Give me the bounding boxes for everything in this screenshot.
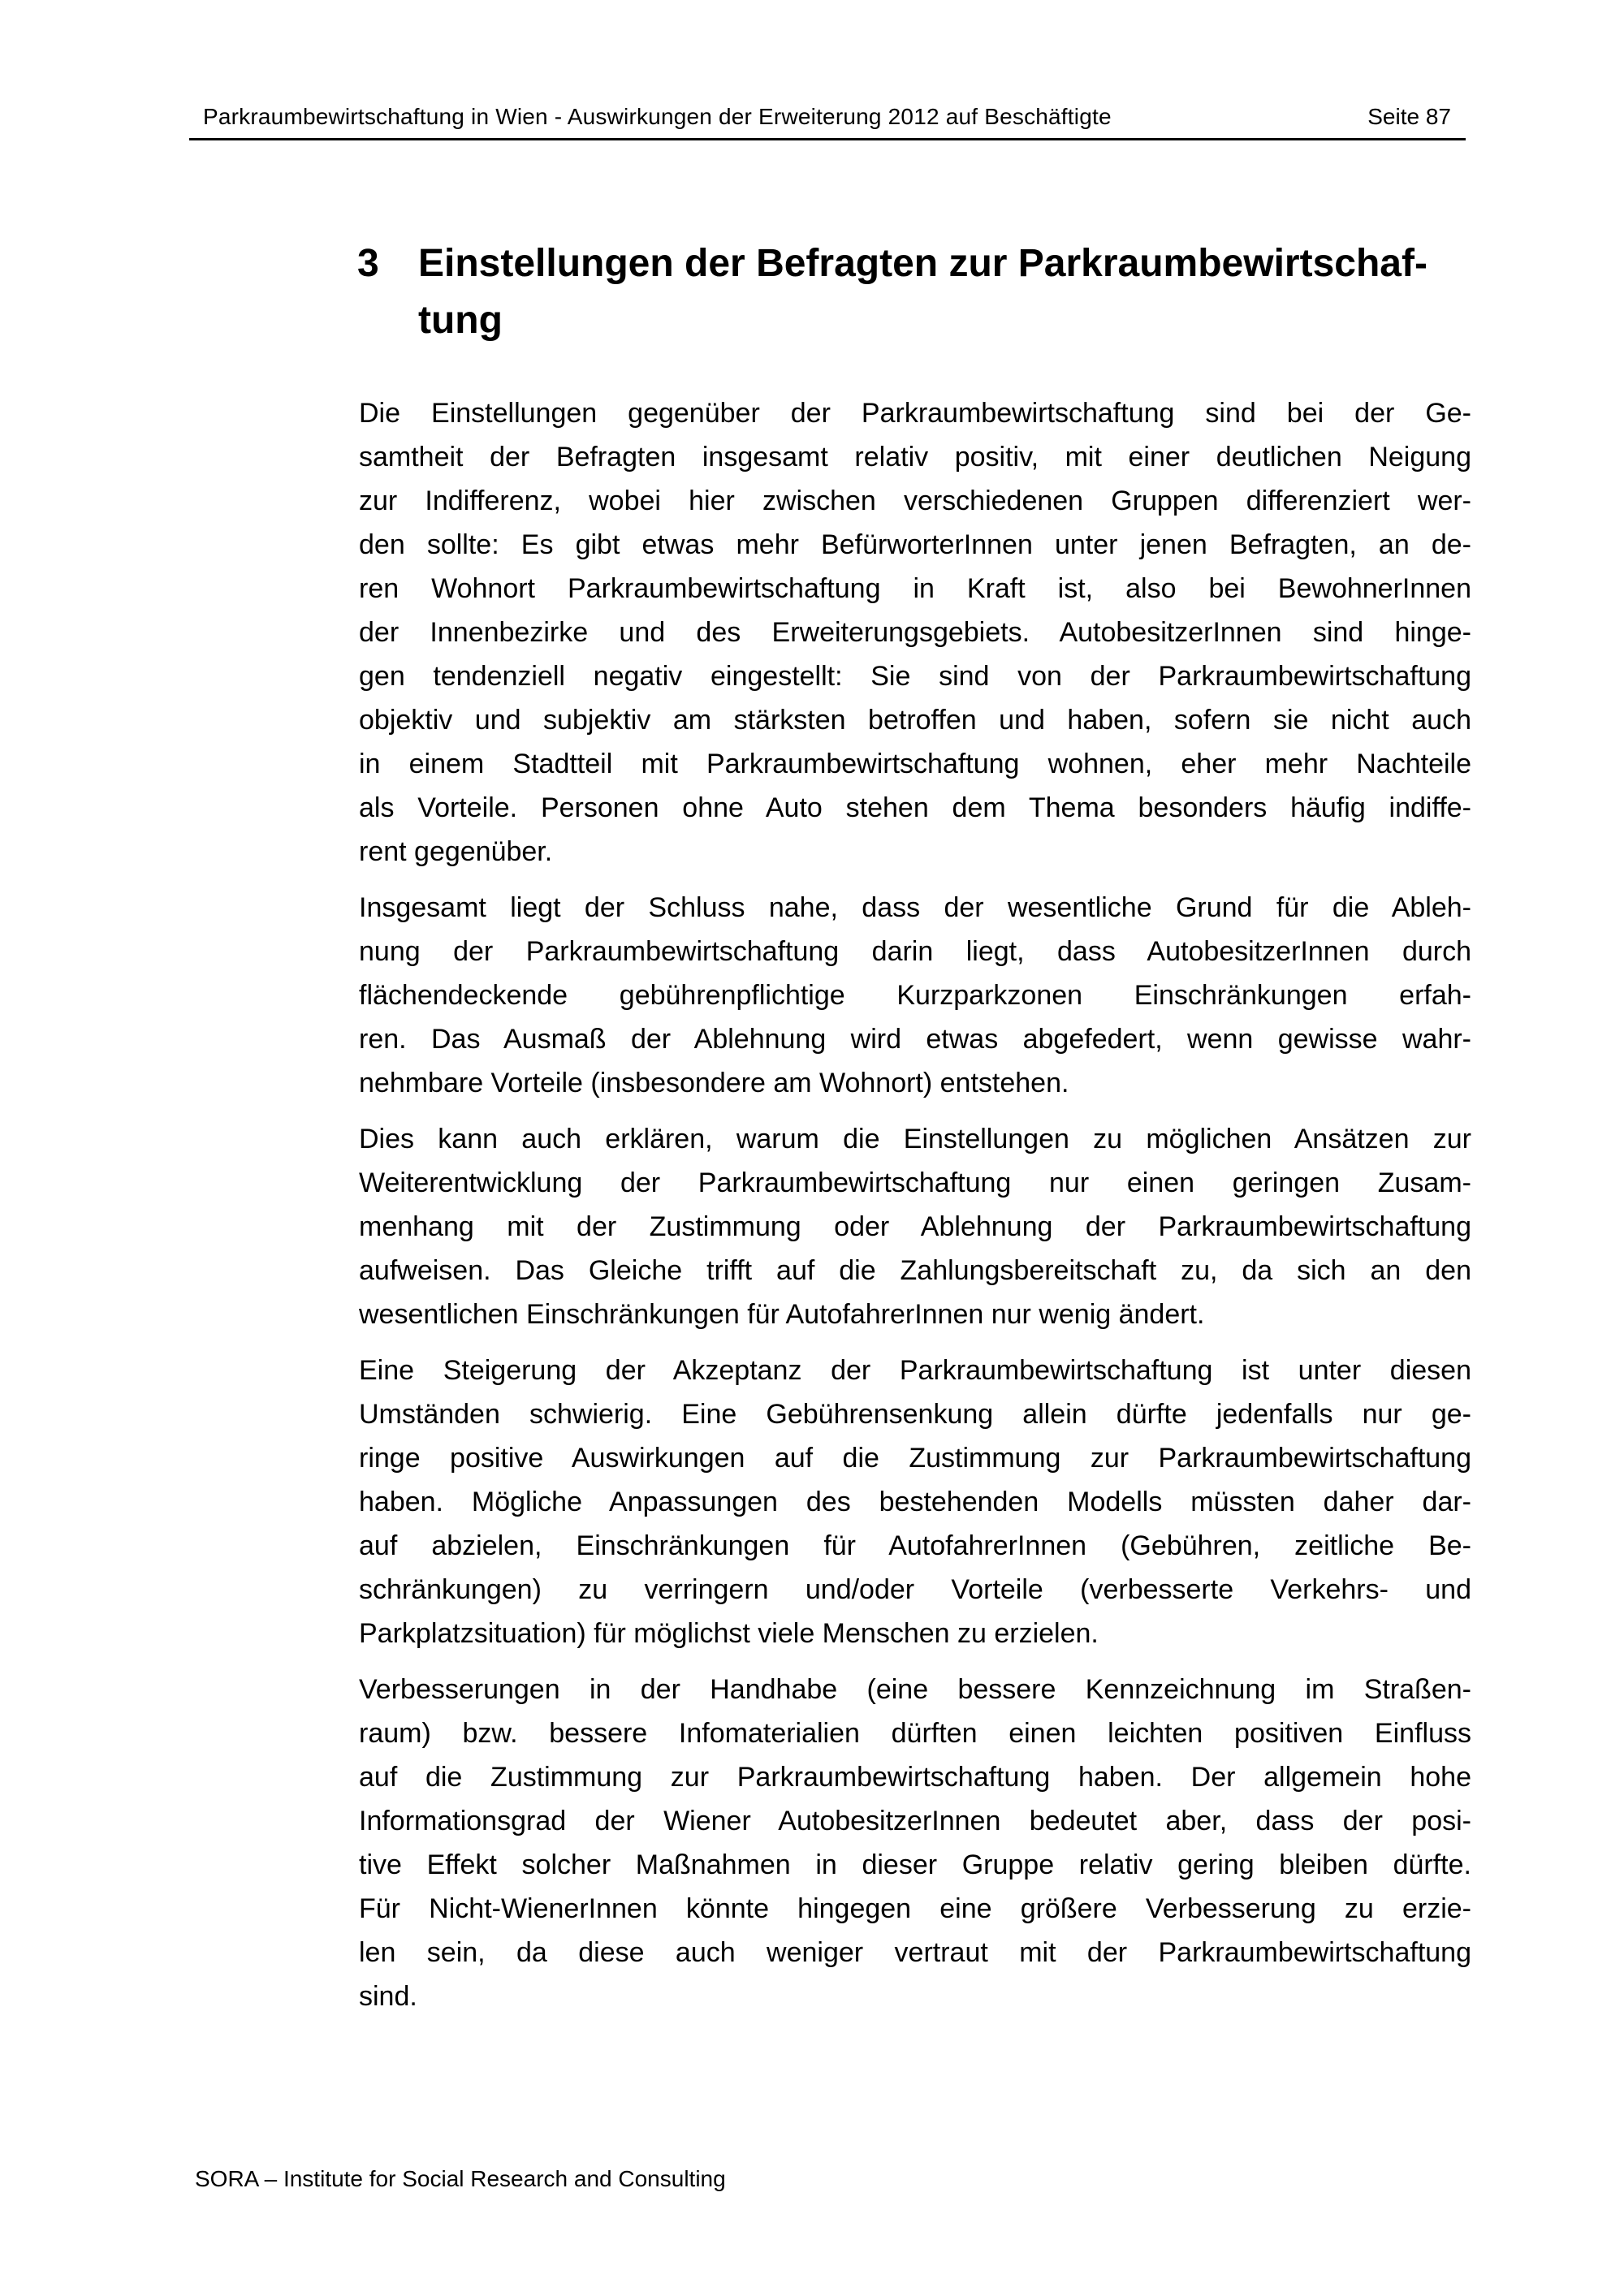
text-line: Eine Steigerung der Akzeptanz der Parkraumbewirtschaftung ist unter diesen [359, 1355, 1471, 1386]
running-header-title: Parkraumbewirtschaftung in Wien - Auswirkungen der Erweiterung 2012 auf Beschäftigte [203, 104, 1112, 129]
text-line: objektiv und subjektiv am stärksten betroffen und haben, sofern sie nicht auch [359, 705, 1471, 736]
text-line: flächendeckende gebührenpflichtige Kurzparkzonen Einschränkungen erfah- [359, 980, 1471, 1011]
text-line: Weiterentwicklung der Parkraumbewirtschaftung nur einen geringen Zusam- [359, 1167, 1471, 1198]
text-line: als Vorteile. Personen ohne Auto stehen dem Thema besonders häufig indiffe- [359, 792, 1471, 823]
text-line: menhang mit der Zustimmung oder Ablehnung der Parkraumbewirtschaftung [359, 1211, 1471, 1242]
chapter-title [418, 235, 1441, 349]
text-line: Umständen schwierig. Eine Gebührensenkung allein dürfte jedenfalls nur ge- [359, 1399, 1471, 1430]
text-line: Verbesserungen in der Handhabe (eine bessere Kennzeichnung im Straßen- [359, 1674, 1471, 1705]
text-line: Für Nicht-WienerInnen könnte hingegen eine größere Verbesserung zu erzie- [359, 1893, 1471, 1924]
page-footer: SORA – Institute for Social Research and Consulting [195, 2166, 726, 2191]
text-line: nehmbare Vorteile (insbesondere am Wohnort) entstehen. [359, 1068, 1069, 1098]
text-line: den sollte: Es gibt etwas mehr BefürworterInnen unter jenen Befragten, an de- [359, 529, 1471, 560]
paragraph-2 [359, 886, 1471, 1105]
text-line: aufweisen. Das Gleiche trifft auf die Zahlungsbereitschaft zu, da sich an den [359, 1255, 1471, 1286]
text-line: der Innenbezirke und des Erweiterungsgebiets. AutobesitzerInnen sind hinge- [359, 617, 1471, 648]
text-line: ren Wohnort Parkraumbewirtschaftung in Kraft ist, also bei BewohnerInnen [359, 573, 1471, 604]
paragraph-4 [359, 1349, 1471, 1655]
text-line: auf abzielen, Einschränkungen für AutofahrerInnen (Gebühren, zeitliche Be- [359, 1530, 1471, 1561]
body-text [359, 391, 1471, 2031]
text-line: ringe positive Auswirkungen auf die Zustimmung zur Parkraumbewirtschaftung [359, 1443, 1471, 1474]
text-line: Parkplatzsituation) für möglichst viele Menschen zu erzielen. [359, 1618, 1099, 1649]
text-line: schränkungen) zu verringern und/oder Vorteile (verbesserte Verkehrs- und [359, 1574, 1471, 1605]
text-line: wesentlichen Einschränkungen für AutofahrerInnen nur wenig ändert. [359, 1299, 1205, 1330]
text-line: gen tendenziell negativ eingestellt: Sie sind von der Parkraumbewirtschaftung [359, 661, 1471, 692]
text-line: in einem Stadtteil mit Parkraumbewirtschaftung wohnen, eher mehr Nachteile [359, 749, 1471, 779]
text-line: samtheit der Befragten insgesamt relativ positiv, mit einer deutlichen Neigung [359, 442, 1471, 473]
text-line: Informationsgrad der Wiener AutobesitzerInnen bedeutet aber, dass der posi- [359, 1806, 1471, 1836]
page-number: Seite 87 [1367, 104, 1451, 129]
chapter-title-line: tung [418, 299, 503, 342]
header-divider [189, 138, 1466, 140]
text-line: ren. Das Ausmaß der Ablehnung wird etwas abgefedert, wenn gewisse wahr- [359, 1024, 1471, 1055]
text-line: len sein, da diese auch weniger vertraut mit der Parkraumbewirtschaftung [359, 1937, 1471, 1968]
chapter-title-line: Einstellungen der Befragten zur Parkraumbewirtschaf- [418, 242, 1427, 285]
text-line: auf die Zustimmung zur Parkraumbewirtschaftung haben. Der allgemein hohe [359, 1762, 1471, 1793]
paragraph-5 [359, 1668, 1471, 2018]
text-line: zur Indifferenz, wobei hier zwischen verschiedenen Gruppen differenziert wer- [359, 486, 1471, 516]
text-line: Dies kann auch erklären, warum die Einstellungen zu möglichen Ansätzen zur [359, 1124, 1471, 1154]
text-line: nung der Parkraumbewirtschaftung darin liegt, dass AutobesitzerInnen durch [359, 936, 1471, 967]
paragraph-3 [359, 1117, 1471, 1336]
page-header [189, 97, 1466, 141]
text-line: Die Einstellungen gegenüber der Parkraumbewirtschaftung sind bei der Ge- [359, 398, 1471, 429]
text-line: rent gegenüber. [359, 836, 553, 867]
text-line: tive Effekt solcher Maßnahmen in dieser Gruppe relativ gering bleiben dürfte. [359, 1849, 1471, 1880]
text-line: Insgesamt liegt der Schluss nahe, dass der wesentliche Grund für die Ableh- [359, 892, 1471, 923]
text-line: raum) bzw. bessere Infomaterialien dürften einen leichten positiven Einfluss [359, 1718, 1471, 1749]
text-line: sind. [359, 1981, 417, 2012]
paragraph-1 [359, 391, 1471, 874]
chapter-number: 3 [357, 242, 379, 285]
text-line: haben. Mögliche Anpassungen des bestehenden Modells müssten daher dar- [359, 1487, 1471, 1517]
